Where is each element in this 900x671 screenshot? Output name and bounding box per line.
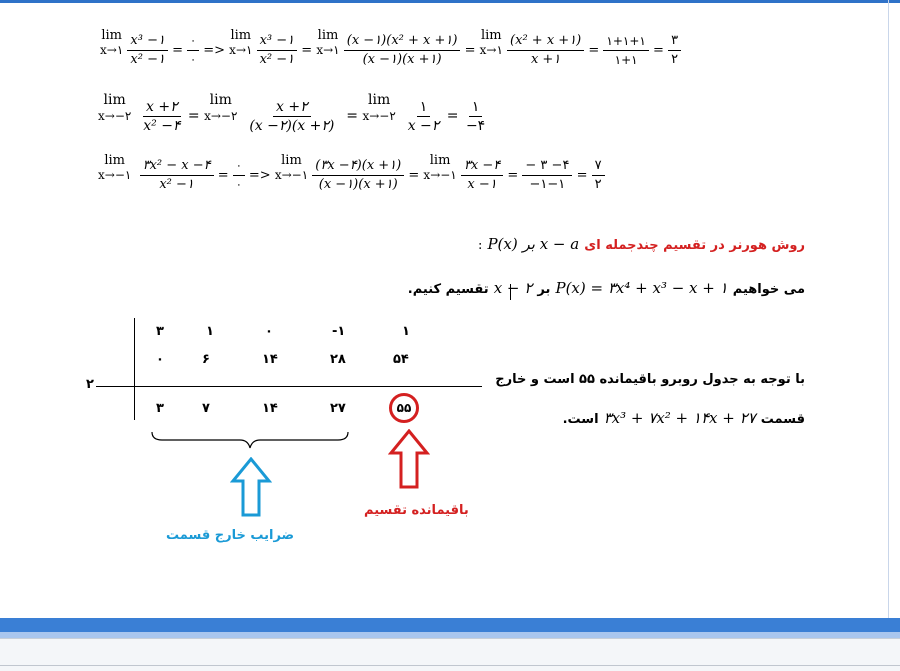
row2-cell-2: ۶: [202, 352, 210, 367]
row3-cell-3: ۱۴: [262, 401, 278, 416]
polynomial-math: P(x) = ۳x⁴ + x³ − x + ۱: [555, 279, 728, 297]
fraction: $\frac{- ۳ -۴}{-۱-۱}$: [522, 157, 572, 194]
row1-cell-5: ۱: [402, 324, 410, 339]
lim-operator: lim x→−۲: [362, 92, 396, 123]
page-right-edge: [888, 0, 889, 620]
fraction: $\frac{\text{(x −۱)(x² + x +۱)}}{(x -۱)(x +۱)}$: [344, 32, 461, 69]
remainder-arrow-icon: [388, 429, 430, 489]
table-vertical-line: [134, 318, 135, 420]
row3-cell-1: ۳: [156, 401, 164, 416]
lim-operator: lim x→۱: [479, 28, 503, 57]
text-cursor-icon: [510, 284, 517, 300]
indeterminate-form: $\frac{۰}{۰}$: [187, 32, 199, 69]
result-line-1: با توجه به جدول روبرو باقیمانده ۵۵ است و خارج: [495, 372, 805, 387]
row1-cell-4: -۱: [332, 324, 346, 339]
fraction: $\frac{۳}{۲}$: [668, 32, 681, 69]
table-horizontal-line: [96, 386, 482, 387]
fraction: $\frac{(۳x -۴)(x +۱)}{(x -۱)(x +۱)}$: [312, 157, 404, 194]
fraction: $\frac{۷}{۲}$: [592, 157, 605, 194]
remainder-label: باقیمانده تقسیم: [364, 503, 469, 518]
fraction: $\frac{x +۲}{(x -۲)(x +۲)}$: [249, 98, 335, 134]
lim-operator: lim x→۱: [229, 28, 253, 57]
row3-cell-2: ۷: [202, 401, 210, 416]
bottom-pane: [0, 638, 900, 671]
quotient-arrow-icon: [230, 457, 272, 517]
fraction: $\frac{۱}{-۴}$: [465, 98, 486, 134]
divisor-math: x − ۲: [493, 279, 533, 297]
quotient-polynomial-math: ۳x³ + ۷x² + ۱۴x + ۲۷: [603, 409, 756, 427]
horner-intro: می خواهیم P(x) = ۳x⁴ + x³ − x + ۱ بر x − ۲ تقسیم کنیم.: [407, 279, 805, 297]
fraction: $\frac{\text{۳x² − x −۴}}{\text{x² −۱}}$: [140, 157, 214, 194]
fraction: $\frac{۱}{x -۲}$: [407, 98, 440, 134]
row1-cell-2: ۱: [206, 324, 214, 339]
remainder-value: ۵۵: [396, 401, 412, 415]
row3-cell-4: ۲۷: [330, 401, 346, 416]
equation-row-2: lim x→−۲ $\frac{x +۲}{\text{x² −۴}}$ = lim x→−۲ $\frac{x +۲}{(x -۲)(x +۲)}$ = lim x→−۲ $\frac{۱}{x -۲}$ = $\frac{۱}{-۴}$: [98, 92, 488, 135]
lim-operator: lim x→−۲: [204, 92, 238, 123]
row1-cell-3: ۰: [265, 324, 273, 339]
result-line-2: قسمت ۳x³ + ۷x² + ۱۴x + ۲۷ است.: [562, 409, 805, 427]
equation-row-1: lim x→۱ $\frac{\text{x³ −۱}}{\text{x² −۱}}$ = $\frac{۰}{۰}$ => lim x→۱ $\frac{\text{x³ −۱}}{\text{x² −۱}}$ = lim x→۱ $\frac{\text{(x −۱)(x² + x +۱)}}{(x -۱)(x +۱)}$ = lim x→۱ $\frac{\text{(x² + x +۱)}}{x +۱}$ = $\frac{۱+۱+۱}{۱+۱}$ = $\frac{۳}{۲}$: [100, 28, 681, 69]
equation-row-3: lim x→−۱ $\frac{\text{۳x² − x −۴}}{\text{x² −۱}}$ = $\frac{۰}{۰}$ => lim x→−۱ $\frac{(۳x -۴)(x +۱)}{(x -۱)(x +۱)}$ = lim x→−۱ $\frac{۳x -۴}{x -۱}$ = $\frac{- ۳ -۴}{-۱-۱}$ = $\frac{۷}{۲}$: [98, 153, 605, 194]
lim-operator: lim x→−۱: [423, 153, 457, 182]
fraction: $\frac{\text{x³ −۱}}{\text{x² −۱}}$: [257, 32, 298, 69]
remainder-circle: [389, 393, 419, 423]
row1-cell-1: ۳: [156, 324, 164, 339]
quotient-coefficients-label: ضرایب خارج قسمت: [166, 528, 295, 543]
horner-title-text: روش هورنر در تقسیم چندجمله ای: [584, 238, 805, 253]
lim-operator: lim x→۱: [100, 28, 124, 57]
lim-operator: lim x→−۱: [274, 153, 309, 182]
row2-cell-5: ۵۴: [393, 352, 409, 367]
fraction: $\frac{\text{(x² + x +۱)}}{x +۱}$: [507, 32, 584, 69]
fraction: $\frac{\text{x³ −۱}}{\text{x² −۱}}$: [127, 32, 168, 69]
horner-title-math: P(x) بر x − a: [487, 235, 580, 253]
row2-cell-1: ۰: [156, 352, 164, 367]
bottom-divider: [0, 665, 900, 666]
fraction: $\frac{۳x -۴}{x -۱}$: [461, 157, 503, 194]
quotient-brace-icon: [150, 430, 350, 452]
window-bottom-band: [0, 618, 900, 632]
indeterminate-form: $\frac{۰}{۰}$: [233, 157, 245, 194]
fraction: $\frac{x +۲}{\text{x² −۴}}$: [143, 98, 181, 134]
horner-title: روش هورنر در تقسیم چندجمله ای P(x) بر x − a :: [477, 235, 805, 253]
fraction: $\frac{۱+۱+۱}{۱+۱}$: [603, 32, 648, 69]
lim-operator: lim x→−۱: [98, 153, 132, 182]
lim-operator: lim x→۱: [316, 28, 340, 57]
divisor-value: ۲: [86, 377, 94, 392]
row2-cell-4: ۲۸: [330, 352, 346, 367]
window-top-border: [0, 0, 900, 3]
lim-operator: lim x→−۲: [98, 92, 132, 123]
row2-cell-3: ۱۴: [262, 352, 278, 367]
